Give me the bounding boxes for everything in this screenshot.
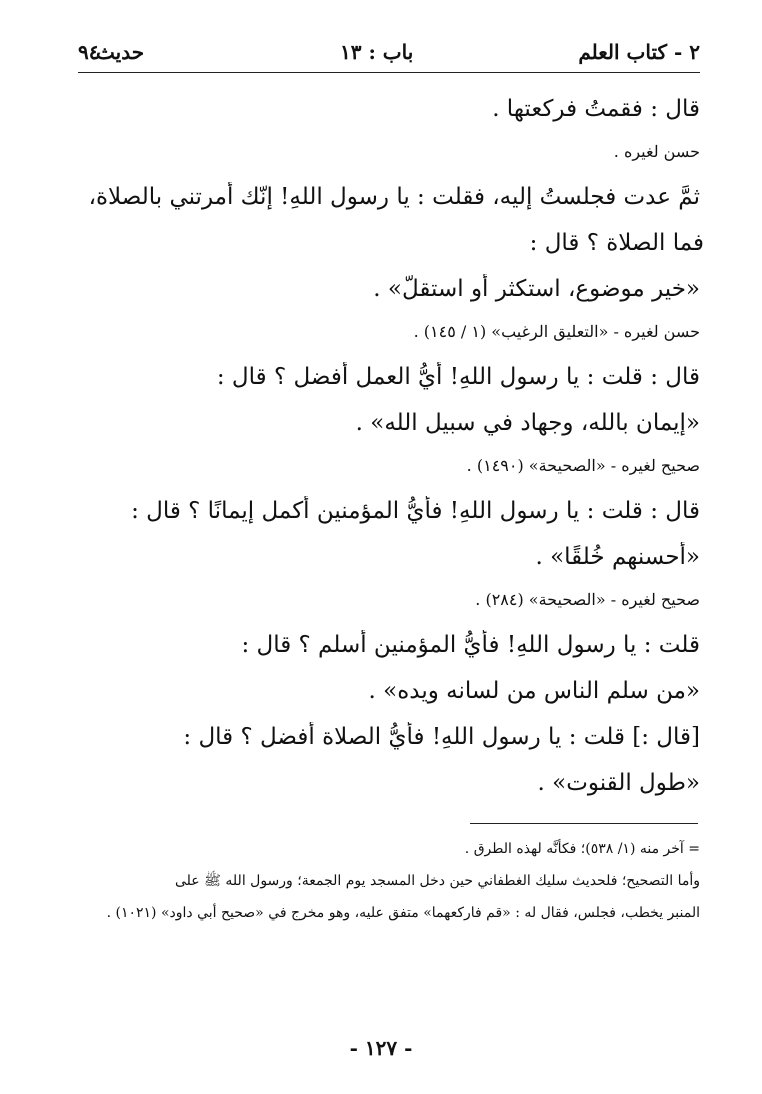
footnote-rule bbox=[470, 823, 698, 824]
grading-line: حسن لغيره . bbox=[613, 142, 700, 161]
running-header bbox=[78, 34, 700, 70]
grading-line: صحيح لغيره - «الصحيحة» (١٤٩٠) . bbox=[466, 456, 700, 475]
hadith-number: ٩٤ bbox=[78, 40, 100, 64]
footnote-line: = آخر منه (١/ ٥٣٨)؛ فكأنَّه لهذه الطرق . bbox=[464, 841, 700, 857]
grading-line: صحيح لغيره - «الصحيحة» (٢٨٤) . bbox=[475, 590, 700, 609]
hadith-label: حديث bbox=[96, 40, 145, 64]
hadith-text bbox=[60, 94, 704, 814]
text-line: «خير موضوع، استكثر أو استقلّ» . bbox=[373, 276, 700, 302]
chapter-title: ٢ - كتاب العلم bbox=[578, 40, 700, 64]
text-line: «أحسنهم خُلقًا» . bbox=[535, 544, 700, 570]
footnote-line: وأما التصحيح؛ فلحديث سليك الغطفاني حين دخل المسجد يوم الجمعة؛ ورسول الله ﷺ على bbox=[174, 873, 700, 889]
text-line: «إيمان بالله، وجهاد في سبيل الله» . bbox=[355, 410, 700, 436]
text-line: قلت : يا رسول اللهِ! فأيُّ المؤمنين أسلم ؟ قال : bbox=[241, 632, 700, 658]
grading-line: حسن لغيره - «التعليق الرغيب» (١ / ١٤٥) . bbox=[413, 322, 700, 341]
footnote-line: المنبر يخطب، فجلس، فقال له : «قم فاركعهما» متفق عليه، وهو مخرج في «صحيح أبي داود» (١٠٢١) . bbox=[106, 905, 700, 921]
text-line: قال : فقمتُ فركعتها . bbox=[492, 96, 700, 122]
header-rule bbox=[78, 72, 700, 73]
footnotes bbox=[78, 838, 700, 934]
text-line: ثمَّ عدت فجلستُ إليه، فقلت : يا رسول اللهِ! إنّك أمرتني بالصلاة، bbox=[88, 184, 700, 210]
text-line: «من سلم الناس من لسانه ويده» . bbox=[368, 678, 700, 704]
text-line: قال : قلت : يا رسول اللهِ! أيُّ العمل أفضل ؟ قال : bbox=[216, 364, 700, 390]
text-line: [قال :] قلت : يا رسول اللهِ! فأيُّ الصلاة أفضل ؟ قال : bbox=[183, 724, 700, 750]
text-line: «طول القنوت» . bbox=[537, 770, 700, 796]
text-line: فما الصلاة ؟ قال : bbox=[529, 230, 704, 256]
text-line: قال : قلت : يا رسول اللهِ! فأيُّ المؤمنين أكمل إيمانًا ؟ قال : bbox=[131, 498, 700, 524]
page-number: - ١٢٧ - bbox=[349, 1036, 413, 1060]
bab-label: باب : ١٣ bbox=[340, 40, 414, 64]
